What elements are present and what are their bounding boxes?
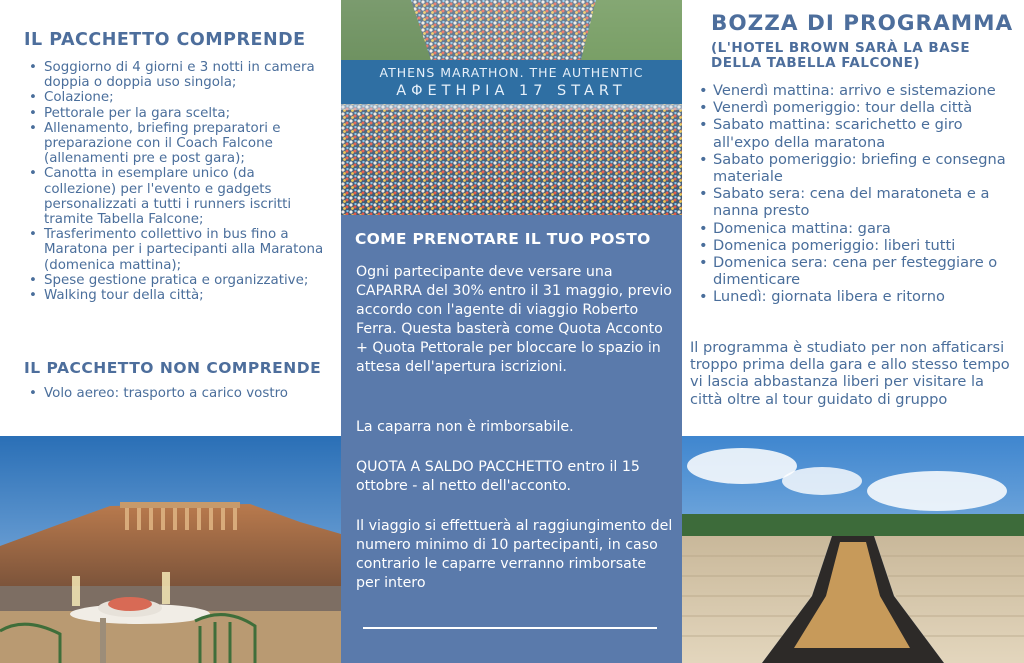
included-list [24, 60, 324, 303]
start-banner [341, 60, 682, 104]
list-item: • Domenica sera: cena per festeggiare o dimenticare [694, 254, 1016, 288]
banner-line1: ATHENS MARATHON. THE AUTHENTIC [379, 65, 644, 80]
list-item: • Sabato mattina: scarichetto e giro all'expo della maratona [694, 116, 1016, 150]
list-item: • Sabato pomeriggio: briefing e consegna materiale [694, 151, 1016, 185]
program-title: BOZZA DI PROGRAMMA [711, 11, 1014, 36]
list-item: • Lunedì: giornata libera e ritorno [694, 288, 1016, 305]
excluded-title: IL PACCHETTO NON COMPRENDE [24, 359, 322, 377]
list-item: • Trasferimento collettivo in bus fino a Maratona per i partecipanti alla Maratona (domenica mattina); [24, 227, 324, 273]
acropolis-dinner-photo [0, 436, 341, 663]
list-item: • Volo aereo: trasporto a carico vostro [24, 386, 324, 402]
list-item: • Venerdì mattina: arrivo e sistemazione [694, 82, 1016, 99]
excluded-list [24, 386, 324, 402]
booking-paragraph-nonrefundable: La caparra non è rimborsabile. [356, 419, 574, 435]
middle-panel [341, 0, 682, 663]
list-item: • Domenica mattina: gara [694, 220, 1016, 237]
list-item: • Canotta in esemplare unico (da collezione) per l'evento e gadgets personalizzati a tutti i runners iscritti tramite Tabella Falcone; [24, 166, 324, 227]
booking-paragraph-balance: QUOTA A SALDO PACCHETTO entro il 15 ottobre - al netto dell'acconto. [356, 459, 640, 494]
list-item: • Colazione; [24, 90, 324, 105]
panathenaic-stadium-photo [682, 436, 1024, 663]
banner-line2: ΑΦΕΤΗΡΙΑ 17 START [396, 83, 627, 99]
list-item: • Venerdì pomeriggio: tour della città [694, 99, 1016, 116]
list-item: • Spese gestione pratica e organizzative; [24, 273, 324, 288]
booking-title: COME PRENOTARE IL TUO POSTO [355, 230, 651, 248]
booking-paragraph-minimum: Il viaggio si effettuerà al raggiungimento del numero minimo di 10 partecipanti, in caso contrario le caparre verranno rimborsate per intero [356, 518, 673, 591]
program-list [694, 82, 1016, 306]
marathon-start-photo [341, 0, 682, 215]
list-item: • Sabato sera: cena del maratoneta e a nanna presto [694, 185, 1016, 219]
list-item: • Domenica pomeriggio: liberi tutti [694, 237, 1016, 254]
program-subtitle: (L'HOTEL BROWN SARÀ LA BASE DELLA TABELLA FALCONE) [711, 40, 971, 71]
list-item: • Soggiorno di 4 giorni e 3 notti in camera doppia o doppia uso singola; [24, 60, 324, 90]
list-item: • Allenamento, briefing preparatori e preparazione con il Coach Falcone (allenamenti pre e post gara); [24, 121, 324, 167]
booking-paragraph-deposit: Ogni partecipante deve versare una CAPARRA del 30% entro il 31 maggio, previo accordo con l'agente di viaggio Roberto Ferra. Questa basterà come Quota Acconto + Quota Pettorale per bloccare lo spazio in attesa dell'apertura iscrizioni. [356, 264, 672, 375]
right-panel [682, 0, 1024, 663]
divider [363, 627, 657, 629]
list-item: • Walking tour della città; [24, 288, 324, 303]
list-item: • Pettorale per la gara scelta; [24, 106, 324, 121]
included-title: IL PACCHETTO COMPRENDE [24, 30, 306, 50]
program-note: Il programma è studiato per non affaticarsi troppo prima della gara e allo stesso tempo vi lascia abbastanza liberi per visitare la città oltre al tour guidato di gruppo [690, 339, 1010, 408]
left-panel [0, 0, 341, 663]
